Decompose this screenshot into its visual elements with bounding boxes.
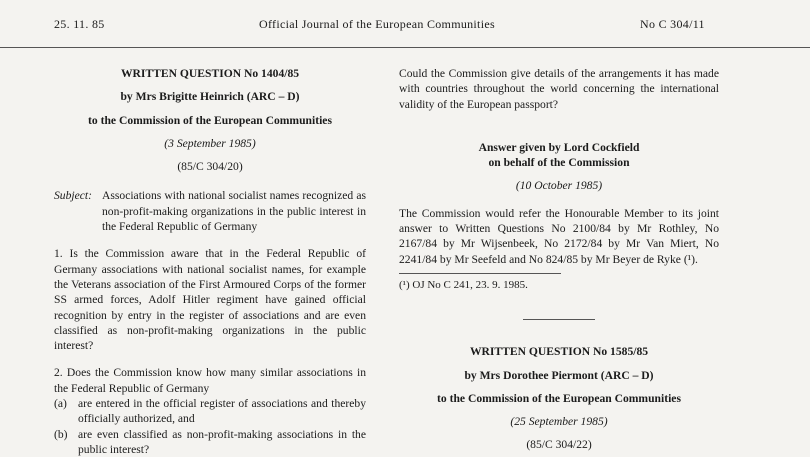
question-paragraph-2: 2. Does the Commission know how many similar associations in the Federal Republic of Germany [54, 366, 366, 395]
list-item-text: are even classified as non-profit-making associations in the public interest? [78, 427, 366, 456]
right-column [399, 66, 719, 453]
list-item [54, 396, 366, 427]
answer-behalf: on behalf of the Commission [488, 156, 630, 170]
question-title: WRITTEN QUESTION No 1585/85 [469, 345, 649, 359]
question-date: (3 September 1985) [164, 136, 256, 150]
header-date: 25. 11. 85 [54, 17, 105, 31]
subject-label: Subject: [54, 189, 92, 203]
subject-text: Associations with national socialist names recognized as non-profit-making organizations in the public interest in the Federal Republic of Germany [102, 189, 366, 234]
header-rule [0, 47, 810, 48]
list-item [54, 427, 366, 457]
question-date: (25 September 1985) [510, 415, 608, 429]
answer-title: Answer given by Lord Cockfield [478, 140, 640, 154]
question-reference: (85/C 304/20) [177, 160, 243, 174]
question-continuation: Could the Commission give details of the arrangements it has made with countries throughout the world concerning the international validity of the European passport? [399, 67, 719, 111]
subject-block [54, 188, 366, 234]
question-author: by Mrs Dorothee Piermont (ARC – D) [464, 368, 654, 382]
list-item-text: are entered in the official register of associations and thereby officially authorized, and [78, 397, 366, 426]
page-header [0, 0, 810, 48]
question-recipient: to the Commission of the European Communities [437, 391, 681, 405]
header-journal-title: Official Journal of the European Communities [259, 17, 495, 31]
left-column [54, 66, 366, 457]
question-author: by Mrs Brigitte Heinrich (ARC – D) [120, 90, 300, 104]
question-reference: (85/C 304/22) [526, 438, 592, 452]
answer-text: The Commission would refer the Honourable Member to its joint answer to Written Questions No 2100/84 by Mr Rothley, No 2167/84 by Mr Wijsenbeek, No 2172/84 by Mr Van Miert, No 2241/84 by Mr Seefeld and No 824/85 by Mr Beyer de Ryke (¹). [399, 206, 719, 266]
list-item-marker: (a) [54, 397, 67, 411]
section-divider [523, 319, 595, 320]
header-issue-number: No C 304/11 [640, 17, 705, 31]
list-item-marker: (b) [54, 427, 68, 441]
question-title: WRITTEN QUESTION No 1404/85 [120, 67, 300, 80]
question-paragraph-1: 1. Is the Commission aware that in the Federal Republic of Germany associations with national socialist names, for example the Veterans association of the First Armoured Corps of the former SS armed forces, Adolf Hitler regiment have gained official recognition by entry in the register of associations and are even classified as non-profit-making organizations in the public interest? [54, 247, 366, 353]
question-recipient: to the Commission of the European Communities [88, 113, 332, 127]
footnote: (¹) OJ No C 241, 23. 9. 1985. [399, 273, 561, 293]
answer-date: (10 October 1985) [515, 179, 603, 193]
